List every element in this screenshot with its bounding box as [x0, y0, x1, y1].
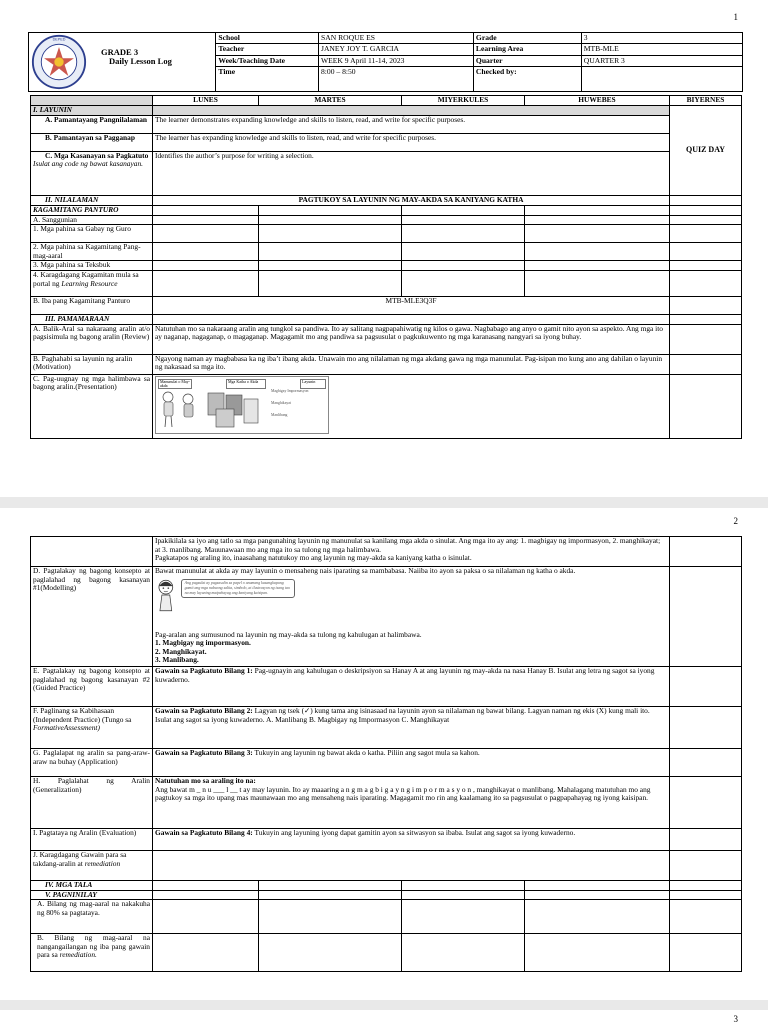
pic-label-author: Manunulat o May-akda: [160, 378, 190, 388]
kagamitan-title: KAGAMITANG PANTURO: [31, 205, 153, 215]
header-table: [28, 32, 743, 92]
pagganap-label: B. Pamantayan sa Pagganap: [31, 133, 153, 151]
nilalaman-text: PAGTUKOY SA LAYUNIN NG MAY-AKDA SA KANIYANG KATHA: [153, 195, 670, 205]
kasanayan-text: Identifies the author’s purpose for writing a selection.: [153, 151, 670, 195]
pagganap-text: The learner has expanding knowledge and skills to listen, read, and write for specific purposes.: [153, 133, 670, 151]
generalization-cell: [153, 777, 670, 829]
school-value: SAN ROQUE ES: [318, 33, 473, 44]
author-purpose-illustration: [155, 376, 329, 434]
school-label: School: [216, 33, 319, 44]
modelling-text-2: Pag-aralan ang sumusunod na layunin ng may-akda sa tulong ng kahulugan at halimbawa.: [155, 629, 422, 639]
iba-pang-kagamitan-label: B. Iba pang Kagamitang Panturo: [31, 296, 153, 314]
quarter-label: Quarter: [473, 55, 581, 66]
grade-title: GRADE 3: [101, 47, 139, 57]
guided-practice-cell: [153, 667, 670, 707]
kasanayan-label: C. Mga Kasanayan sa Pagkatuto: [45, 151, 149, 160]
grade-value: 3: [581, 33, 742, 44]
quiz-day: QUIZ DAY: [670, 106, 742, 196]
takdang-aralin-label: J. Karagdagang Gawain para sa takdang-aralin at: [33, 850, 127, 868]
karagdagang-kagamitan-label: 4. Karagdagang Kagamitan mula sa portal ng: [33, 270, 139, 288]
log-title: Daily Lesson Log: [109, 56, 172, 66]
remediation-label: remediation: [84, 858, 121, 868]
page-2: [0, 508, 768, 1000]
gawain-4-title: Gawain sa Pagkatuto Bilang 4:: [155, 828, 253, 837]
checked-value: [581, 67, 742, 92]
layunin-title: I. LAYUNIN: [31, 106, 153, 116]
pagninilay-title: V. PAGNINILAY: [31, 890, 153, 900]
week-value: WEEK 9 April 11-14, 2023: [318, 55, 473, 66]
girl-speech-illustration: [155, 576, 295, 631]
quarter-value: QUARTER 3: [581, 55, 742, 66]
paghahabi-text: Ngayong naman ay magbabasa ka ng iba’t ibang akda. Unawain mo ang nilalaman ng mga akdang gawa ng mga manunulat. Pag-isipan mo kung ano ang dahilan o layunin ng nakasaad sa mga ito.: [153, 354, 670, 374]
generalization-title: Natutuhan mo sa araling ito na:: [155, 776, 256, 785]
continued-text-2: Pagkatapos ng araling ito, inaasahang natutukoy mo ang layunin ng may-akda sa kaniyang katha o isinulat.: [155, 553, 472, 563]
purpose-3: 3. Manlibang.: [155, 655, 199, 665]
karagdagang-kagamitan-cell: [31, 270, 153, 296]
gabay-label: 1. Mga pahina sa Gabay ng Guro: [31, 225, 153, 243]
speech-bubble: Ang pagsulat ay pagsasalin sa papel o anumang kasangkapang gamit ang mga nabuong salita, simbolo, at ilustrasyon ng isang tao na may layuning maipahayag ang kaniyang kaisipan.: [181, 579, 295, 598]
area-label: Learning Area: [473, 44, 581, 55]
gawain-2-text: Lagyan ng tsek (✓) kung tama ang isinasaad na layunin ayon sa nilalaman ng bawat bilang. Lagyan naman ng ekis (X) kung mali ito. Isulat ang sagot sa iyong kuwaderno. A. Manlibang B. Magbigay ng Impormasyon C. Manghikayat: [155, 706, 650, 724]
pic-label-works: Mga Katha o Akda: [226, 379, 266, 390]
application-label: G. Paglalapat ng aralin sa pang-araw-araw na buhay (Application): [31, 749, 153, 777]
gawain-3-title: Gawain sa Pagkatuto Bilang 3:: [155, 748, 253, 757]
kagamitang-pang-mag-aaral-label: 2. Mga pahina sa Kagamitang Pang-mag-aaral: [31, 243, 153, 261]
gawain-4-text: Tukuyin ang layuning iyong dapat gamitin ayon sa sitwasyon sa ibaba. Isulat ang sagot sa iyong kuwaderno.: [252, 828, 576, 837]
sanggunian-label: A. Sanggunian: [31, 215, 153, 225]
page-1: [0, 0, 768, 497]
teksbuk-label: 3. Mga pahina sa Teksbuk: [31, 261, 153, 271]
formative-assessment-label: FormativeAssessment): [33, 723, 100, 733]
deped-seal-icon: [31, 34, 87, 90]
bilang-remediation-italic: remediation.: [59, 950, 97, 960]
header-logo-cell: [29, 33, 216, 92]
independent-practice-text-cell: [153, 707, 670, 749]
time-label: Time: [216, 67, 319, 92]
day-miyerkules: MIYERKULES: [402, 96, 525, 106]
purpose-1: 1. Magbigay ng impormasyon.: [155, 638, 251, 648]
nilalaman-title: II. NILALAMAN: [31, 195, 153, 205]
day-lunes: LUNES: [153, 96, 259, 106]
evaluation-cell: [153, 829, 670, 851]
iba-pang-kagamitan-text: MTB-MLE3Q3F: [153, 296, 670, 314]
bilang-80-label: A. Bilang ng mag-aaral na nakakuha ng 80% sa pagtataya.: [31, 900, 153, 934]
svg-text:DEPED: DEPED: [52, 37, 66, 42]
day-martes: MARTES: [259, 96, 402, 106]
generalization-text: Ang bawat m _ n u ___ l __ t ay may layunin. Ito ay maaaring a n g m a g b i g a y n g i m p o r m a s y o n , manghikayat o manlibang. Mahalagang matutuhan mo ang pagtukoy sa mga ito upang mas maunawaan mo ang mensaheng nais iparating. Magagamit mo rin ang kaalamang ito sa pagsusulat o pagpapahayag ng iyong kaisipan.: [155, 784, 651, 803]
teacher-value: JANEY JOY T. GARCIA: [318, 44, 473, 55]
modelling-label: D. Pagtalakay ng bagong konsepto at paglalahad ng bagong kasanayan #1(Modelling): [31, 567, 153, 667]
pic-item-impormasyon: Magbigay Impormasyon: [271, 388, 309, 393]
gawain-1-text: Pag-ugnayin ang kahulugan o deskripsiyon sa Hanay A at ang layunin ng may-akda na nasa Hanay B. Isulat ang letra ng sagot sa iyong kuwaderno.: [155, 666, 655, 684]
continued-text: Ipakikilala sa iyo ang tatlo sa mga pangunahing layunin ng manunulat sa kanilang mga akda o sinulat. Ang mga ito ay ang: 1. magbigay ng impormasyon, 2. manghikayat; at 3. manlibang. Mauunawaan mo ang mga ito sa tulong ng mga halimbawa.: [155, 536, 661, 554]
teacher-label: Teacher: [216, 44, 319, 55]
page-number: 1: [733, 12, 738, 22]
independent-practice-cell: [31, 707, 153, 749]
bilang-remediation-label: B. Bilang ng mag-aaral na nangangailangan ng iba pang gawain para sa: [37, 933, 150, 960]
day-huwebes: HUWEBES: [525, 96, 670, 106]
pic-item-manghikayat: Manghikayat: [271, 400, 292, 405]
pic-item-manlibang: Manlibang: [271, 412, 288, 417]
takdang-aralin-cell: [31, 851, 153, 881]
modelling-text: Bawat manunulat at akda ay may layunin o mensaheng nais iparating sa mambabasa. Naiiba ito ayon sa paksa o sa nilalaman ng katha o akda.: [155, 566, 576, 575]
pamamaraan-title: III. PAMAMARAAN: [31, 314, 153, 324]
pic-label-purpose: Layunin: [300, 379, 326, 390]
evaluation-label: I. Pagtataya ng Aralin (Evaluation): [31, 829, 153, 851]
mga-tala-title: IV. MGA TALA: [31, 881, 153, 891]
pamantayang-label: A. Pamantayang Pangnilalaman: [31, 115, 153, 133]
page-number: 2: [733, 516, 738, 526]
gawain-3-text: Tukuyin ang layunin ng bawat akda o katha. Piliin ang sagot mula sa kahon.: [252, 748, 480, 757]
author-and-books-icon: [158, 389, 278, 429]
gawain-1-title: Gawain sa Pagkatuto Bilang 1:: [155, 666, 253, 675]
page-number: 3: [733, 1014, 738, 1024]
grade-label: Grade: [473, 33, 581, 44]
kasanayan-cell: [31, 151, 153, 195]
modelling-content: [153, 567, 670, 667]
application-cell: [153, 749, 670, 777]
area-value: MTB-MLE: [581, 44, 742, 55]
pamantayang-text: The learner demonstrates expanding knowledge and skills to listen, read, and write for specific purposes.: [153, 115, 670, 133]
pag-uugnay-label: C. Pag-uugnay ng mga halimbawa sa bagong aralin.(Presentation): [31, 374, 153, 438]
pag-uugnay-content: [153, 374, 670, 438]
balik-aral-label: A. Balik-Aral sa nakaraang aralin at/o pagsisimula ng bagong aralin (Review): [31, 324, 153, 354]
independent-practice-label: F. Paglinang sa Kabihasaan (Independent Practice) (Tungo sa: [33, 706, 132, 724]
page-3: [0, 1010, 768, 1024]
time-value: 8:00 – 8:50: [318, 67, 473, 92]
week-label: Week/Teaching Date: [216, 55, 319, 66]
girl-icon: [155, 578, 177, 612]
lesson-table-page-2: [30, 536, 742, 972]
bilang-remediation-cell: [31, 934, 153, 972]
purpose-2: 2. Manghikayat.: [155, 646, 207, 656]
learning-resource-label: Learning Resource: [61, 278, 118, 288]
paghahabi-label: B. Paghahabi sa layunin ng aralin (Motivation): [31, 354, 153, 374]
checked-label: Checked by:: [473, 67, 581, 92]
lesson-table-page-1: [30, 95, 742, 439]
kasanayan-note: Isulat ang code ng bawat kasanayan.: [33, 159, 144, 169]
continued-text-cell: [153, 537, 670, 567]
generalization-label: H. Paglalahat ng Aralin (Generalization): [31, 777, 153, 829]
guided-practice-label: E. Pagtalakay ng bagong konsepto at paglalahad ng bagong kasanayan #2 (Guided Practice): [31, 667, 153, 707]
balik-aral-text: Natutuhan mo sa nakaraang aralin ang tungkol sa pandiwa. Ito ay salitang nagpapahiwatig ng kilos o gawa. Nagbabago ang anyo o gamit nito ayon sa aspekto. Ang mga ito ay naganap, nagaganap, o magaganap. Magagamit mo ang pandiwa sa pagsusulat o pagkukuwento ng mga karanasang nangyari sa iyong buhay.: [153, 324, 670, 354]
day-biyernes: BIYERNES: [670, 96, 742, 106]
corner-cell: [31, 96, 153, 106]
gawain-2-title: Gawain sa Pagkatuto Bilang 2:: [155, 706, 253, 715]
